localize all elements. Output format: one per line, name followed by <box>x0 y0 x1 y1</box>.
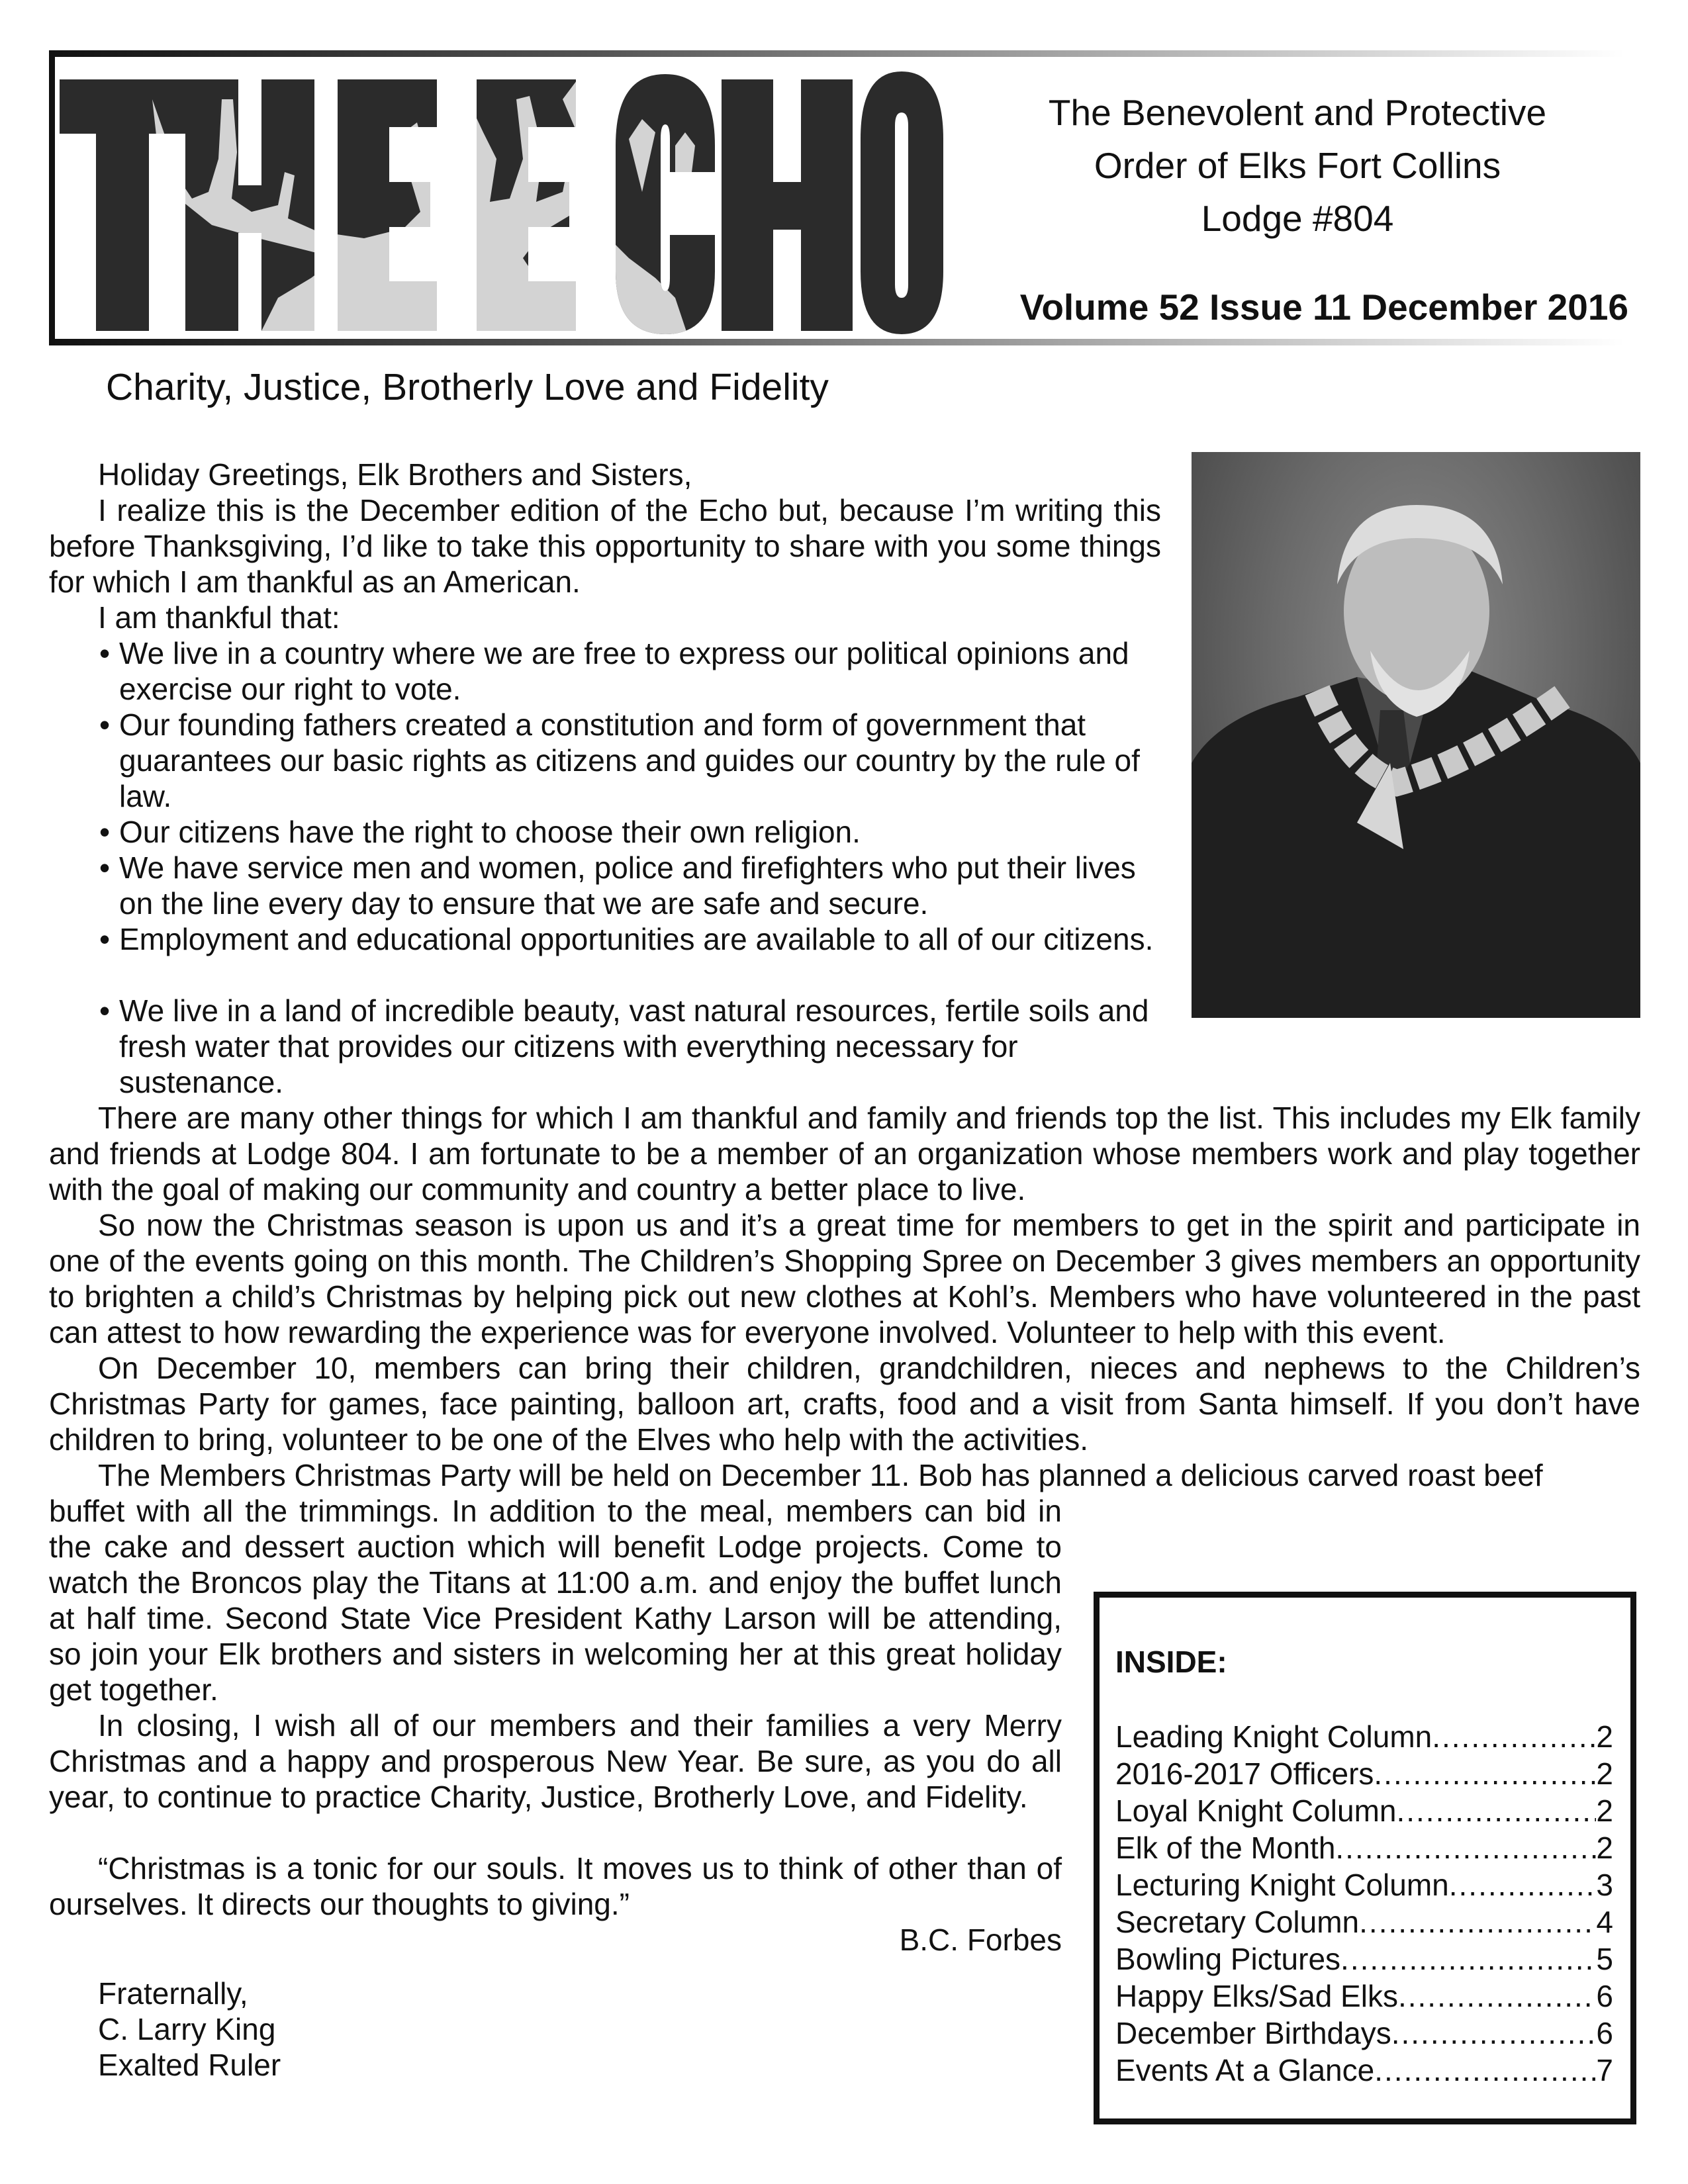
closing-paragraph: In closing, I wish all of our members and their families a very Merry Christmas and a happy and prosperous New Year. Be sure, as you do all year, to continue to practice Charity, Justice, Brotherly Love, and Fidelity. <box>49 1708 1062 1814</box>
org-line-1: The Benevolent and Protective <box>1048 92 1547 133</box>
toc-label: Bowling Pictures <box>1115 1942 1341 1976</box>
toc-page: 5 <box>1596 1942 1613 1976</box>
toc-label: Events At a Glance <box>1115 2053 1375 2087</box>
members-party-paragraph: The Members Christmas Party will be held on December 11. Bob has planned a delicious carved roast beef <box>98 1458 1543 1492</box>
toc-page: 6 <box>1596 2016 1613 2050</box>
bullet-text: We live in a country where we are free to express our political opinions and exercise our right to vote. <box>119 636 1129 706</box>
toc-label: December Birthdays <box>1115 2016 1391 2050</box>
toc-label: Elk of the Month <box>1115 1831 1336 1865</box>
bullet-text: Our founding fathers created a constitution and form of government that guarantees our basic rights as citizens and guides our country by the rule of law. <box>119 707 1140 813</box>
bullet-icon: • <box>99 707 111 742</box>
toc-page: 7 <box>1596 2053 1613 2087</box>
toc-label: Lecturing Knight Column <box>1115 1868 1449 1902</box>
bullet-text: We live in a land of incredible beauty, vast natural resources, fertile soils and fresh water that provides our citizens with everything necessary for sustenance. <box>119 993 1149 1099</box>
toc-leader <box>1335 1829 1596 1866</box>
table-of-contents <box>1115 1718 1613 2089</box>
childrens-party-paragraph: On December 10, members can bring their children, grandchildren, nieces and nephews to the Children’s Christmas Party for games, face painting, balloon art, crafts, food and a visit from Santa himself. If you don’t have children to bring, volunteer to be one of the Elves who help with the activities. <box>49 1351 1640 1457</box>
toc-label: Secretary Column <box>1115 1905 1360 1939</box>
bullet-item <box>99 850 1158 921</box>
toc-label: Leading Knight Column <box>1115 1719 1432 1754</box>
masthead-top-rule <box>49 50 1624 57</box>
elk-antlers-icon <box>60 60 950 338</box>
inside-title: INSIDE: <box>1115 1645 1227 1679</box>
shopping-spree-paragraph: So now the Christmas season is upon us and it’s a great time for members to get in the spirit and participate in one of the events going on this month. The Children’s Shopping Spree on December 3 gives members an opportunity to brighten a child’s Christmas by helping pick out new clothes at Kohl’s. Members who have volunteered in the past can attest to how rewarding the experience was for everyone involved. Volunteer to help with this event. <box>49 1208 1640 1349</box>
toc-page: 2 <box>1596 1831 1613 1865</box>
bullet-item <box>99 993 1158 1100</box>
toc-page: 3 <box>1596 1868 1613 1902</box>
bullet-text: Employment and educational opportunities are available to all of our citizens. <box>119 922 1154 956</box>
toc-page: 2 <box>1596 1756 1613 1791</box>
bullet-text: Our citizens have the right to choose their own religion. <box>119 815 861 849</box>
motto: Charity, Justice, Brotherly Love and Fidelity <box>106 366 829 408</box>
bullet-icon: • <box>99 850 111 885</box>
intro-paragraph: I realize this is the December edition of the Echo but, because I’m writing this before Thanksgiving, I’d like to take this opportunity to share with you some things for which I am thankful as an American. <box>49 493 1161 599</box>
toc-leader <box>1396 1792 1596 1829</box>
toc-item[interactable] <box>1115 1903 1613 1940</box>
toc-item[interactable] <box>1115 1978 1613 2015</box>
thankful-lead: I am thankful that: <box>98 600 340 635</box>
the-echo-logo <box>60 60 950 338</box>
toc-item[interactable] <box>1115 1792 1613 1829</box>
bullet-text: We have service men and women, police and firefighters who put their lives on the line every day to ensure that we are safe and secure. <box>119 850 1136 921</box>
org-line-2: Order of Elks Fort Collins <box>1094 145 1501 186</box>
thankful-paragraph: There are many other things for which I am thankful and family and friends top the list. This includes my Elk family and friends at Lodge 804. I am fortunate to be a member of an organization whose members work and play together with the goal of making our community and country a better place to live. <box>49 1101 1640 1206</box>
portrait-photo-icon <box>1192 452 1640 1018</box>
signer-title: Exalted Ruler <box>98 2048 281 2082</box>
bullet-item <box>99 814 1158 850</box>
toc-leader <box>1340 1940 1596 1978</box>
toc-leader <box>1391 2015 1597 2052</box>
toc-item[interactable] <box>1115 1755 1613 1792</box>
bullet-icon: • <box>99 815 111 849</box>
toc-item[interactable] <box>1115 2015 1613 2052</box>
toc-leader <box>1449 1866 1597 1903</box>
toc-page: 2 <box>1596 1719 1613 1754</box>
bullet-item <box>99 707 1158 814</box>
bullet-item <box>99 635 1158 707</box>
quote-author: B.C. Forbes <box>899 1923 1062 1957</box>
issue-line: Volume 52 Issue 11 December 2016 <box>1019 287 1628 328</box>
org-line-3: Lodge #804 <box>1201 198 1394 239</box>
bullet-icon: • <box>99 993 111 1028</box>
forbes-quote: “Christmas is a tonic for our souls. It moves us to think of other than of ourselves. It directs our thoughts to giving.” <box>49 1851 1062 1921</box>
toc-page: 2 <box>1596 1794 1613 1828</box>
bullet-item <box>99 921 1158 957</box>
toc-item[interactable] <box>1115 1940 1613 1978</box>
inside-contents-box <box>1094 1592 1636 2124</box>
toc-item[interactable] <box>1115 1866 1613 1903</box>
toc-label: Happy Elks/Sad Elks <box>1115 1979 1398 2013</box>
members-party-continued: buffet with all the trimmings. In addition to the meal, members can bid in the cake and dessert auction which will benefit Lodge projects. Come to watch the Broncos play the Titans at 11:00 a.m. and enjoy the buffet lunch at half time. Second State Vice President Kathy Larson will be attending, so join your Elk brothers and sisters in welcoming her at this great holiday get together. <box>49 1494 1062 1707</box>
toc-label: 2016-2017 Officers <box>1115 1756 1374 1791</box>
toc-page: 4 <box>1596 1905 1613 1939</box>
signoff: Fraternally, <box>98 1976 248 2011</box>
toc-leader <box>1374 1755 1596 1792</box>
toc-label: Loyal Knight Column <box>1115 1794 1397 1828</box>
exalted-ruler-portrait <box>1192 452 1640 1018</box>
toc-leader <box>1432 1718 1596 1755</box>
toc-leader <box>1359 1903 1596 1940</box>
salutation: Holiday Greetings, Elk Brothers and Sisters, <box>98 457 692 492</box>
bullet-icon: • <box>99 636 111 670</box>
signer-name: C. Larry King <box>98 2012 276 2046</box>
bullet-icon: • <box>99 922 111 956</box>
toc-leader <box>1374 2052 1596 2089</box>
masthead-bottom-rule <box>49 339 1624 345</box>
toc-item[interactable] <box>1115 1829 1613 1866</box>
organization-name <box>980 86 1615 245</box>
masthead-left-rule <box>49 50 55 345</box>
toc-item[interactable] <box>1115 1718 1613 1755</box>
toc-item[interactable] <box>1115 2052 1613 2089</box>
toc-page: 6 <box>1596 1979 1613 2013</box>
toc-leader <box>1398 1978 1596 2015</box>
